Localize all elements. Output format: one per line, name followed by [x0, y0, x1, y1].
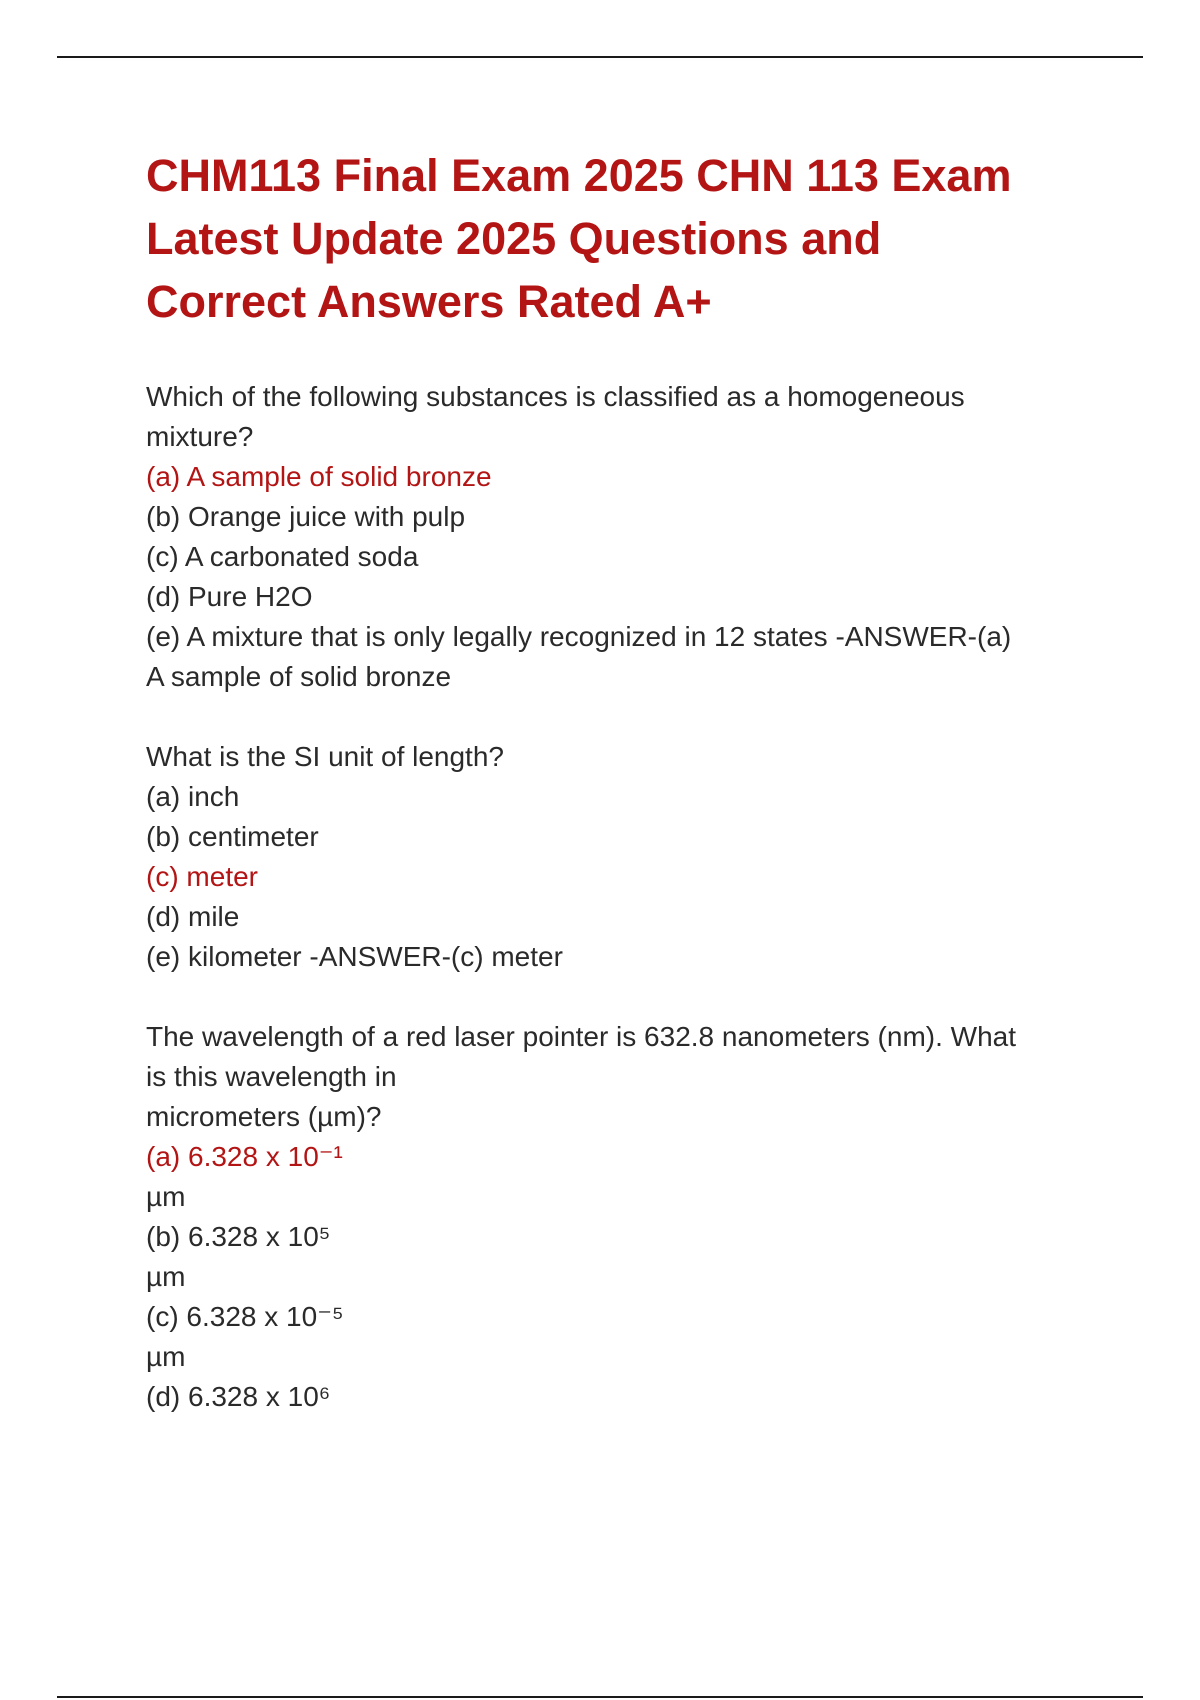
question-line: (c) 6.328 x 10⁻⁵	[146, 1301, 344, 1332]
question-line: (e) A mixture that is only legally recognized in 12 states -ANSWER-(a)	[146, 621, 1012, 652]
question-line: (a) inch	[146, 781, 240, 812]
question-line: (d) mile	[146, 901, 240, 932]
question-line: micrometers (µm)?	[146, 1101, 382, 1132]
highlighted-answer-line: (a) 6.328 x 10⁻¹	[146, 1141, 343, 1172]
question-line: (c) A carbonated soda	[146, 541, 419, 572]
question-line: (d) Pure H2O	[146, 581, 313, 612]
question-line: A sample of solid bronze	[146, 661, 452, 692]
highlighted-answer-line: (c) meter	[146, 861, 258, 892]
question-line: (b) Orange juice with pulp	[146, 501, 466, 532]
header-rule	[57, 56, 1143, 58]
question-block	[146, 737, 1106, 977]
footer-rule	[57, 1696, 1143, 1698]
title-line: Latest Update 2025 Questions and	[146, 213, 882, 264]
document-body	[146, 144, 1106, 1417]
question-line: (b) centimeter	[146, 821, 319, 852]
question-line: (b) 6.328 x 10⁵	[146, 1221, 331, 1252]
question-block	[146, 377, 1106, 697]
question-line: (e) kilometer -ANSWER-(c) meter	[146, 941, 563, 972]
title-line: CHM113 Final Exam 2025 CHN 113 Exam	[146, 150, 1012, 201]
question-block	[146, 1017, 1106, 1417]
question-line: mixture?	[146, 421, 254, 452]
question-line: What is the SI unit of length?	[146, 741, 504, 772]
question-list	[146, 377, 1106, 1417]
question-line: The wavelength of a red laser pointer is 632.8 nanometers (nm). What	[146, 1021, 1016, 1052]
question-line: µm	[146, 1341, 186, 1372]
question-line: µm	[146, 1261, 186, 1292]
question-line: (d) 6.328 x 10⁶	[146, 1381, 331, 1412]
title-line: Correct Answers Rated A+	[146, 276, 712, 327]
question-line: is this wavelength in	[146, 1061, 397, 1092]
question-line: µm	[146, 1181, 186, 1212]
document-title	[146, 144, 1106, 333]
highlighted-answer-line: (a) A sample of solid bronze	[146, 461, 492, 492]
question-line: Which of the following substances is classified as a homogeneous	[146, 381, 965, 412]
